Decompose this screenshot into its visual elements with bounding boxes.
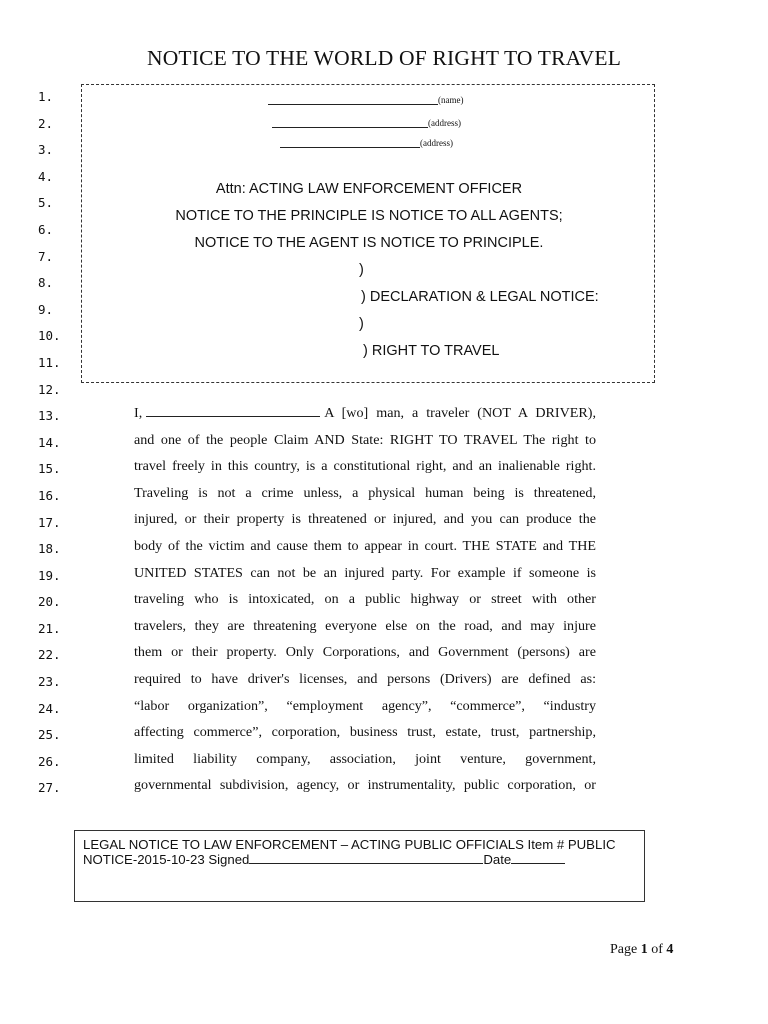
line-number: 12. <box>38 381 61 397</box>
name-field[interactable] <box>268 95 463 105</box>
page-prefix: Page <box>610 942 641 957</box>
line-number: 20. <box>38 594 61 610</box>
body-line: and one of the people Claim AND State: RIGHT TO TRAVEL The right to <box>134 431 596 448</box>
paren-line-3: ) <box>359 316 364 332</box>
body-first-start: I, <box>134 405 143 421</box>
body-line: required to have driver's licenses, and persons (Drivers) are defined as: <box>134 670 596 687</box>
line-number: 4. <box>38 168 54 184</box>
line-number: 23. <box>38 674 61 690</box>
footer-line-1: LEGAL NOTICE TO LAW ENFORCEMENT – ACTING PUBLIC OFFICIALS Item # PUBLIC <box>83 837 616 852</box>
line-number: 6. <box>38 221 54 237</box>
body-line: limited liability company, association, joint venture, government, <box>134 750 596 767</box>
address-field-2[interactable] <box>280 138 453 148</box>
line-number: 3. <box>38 142 54 158</box>
body-line: UNITED STATES can not be an injured party. For example if someone is <box>134 564 596 581</box>
line-number: 1. <box>38 89 54 104</box>
body-text <box>134 403 596 802</box>
body-line: injured, or their property is threatened or injured, and you can produce the <box>134 511 596 528</box>
line-number: 2. <box>38 115 54 131</box>
body-line: body of the victim and cause them to appear in court. THE STATE and THE <box>134 537 596 554</box>
page-current: 1 <box>640 942 648 957</box>
line-number: 10. <box>38 328 61 344</box>
line-number: 17. <box>38 514 61 530</box>
body-first-end: A [wo] man, a traveler (NOT A DRIVER), <box>324 405 596 421</box>
traveler-name-blank[interactable] <box>146 404 320 417</box>
document-title: NOTICE TO THE WORLD OF RIGHT TO TRAVEL <box>146 46 622 70</box>
name-label: (name) <box>438 95 464 105</box>
date-blank[interactable] <box>511 852 565 864</box>
caption-box <box>81 84 655 383</box>
address-blank-1[interactable] <box>272 118 428 128</box>
body-line: travelers, they are threatening everyone else on the road, and may injure <box>134 617 596 634</box>
name-blank[interactable] <box>268 95 438 105</box>
line-numbers <box>38 88 72 806</box>
footer-signed-label: NOTICE-2015-10-23 Signed <box>83 852 250 867</box>
signature-blank[interactable] <box>249 852 483 864</box>
line-number: 8. <box>38 275 54 291</box>
body-line: traveling who is intoxicated, on a public highway or street with other <box>134 591 596 608</box>
line-number: 11. <box>38 354 61 370</box>
page-total: 4 <box>666 942 674 957</box>
paren-line-1: ) <box>359 262 364 278</box>
body-line: travel freely in this country, is a constitutional right, and an inalienable right. <box>134 458 596 475</box>
body-lines <box>134 430 596 802</box>
body-line: Traveling is not a crime unless, a physical human being is threatened, <box>134 484 596 501</box>
body-line: “labor organization”, “employment agency”, “commerce”, “industry <box>134 697 596 714</box>
line-number: 5. <box>38 195 54 211</box>
line-number: 16. <box>38 487 61 503</box>
line-number: 27. <box>38 780 61 796</box>
body-line: governmental subdivision, agency, or instrumentality, public corporation, or <box>134 777 596 794</box>
line-number: 24. <box>38 700 61 716</box>
address-label-2: (address) <box>420 138 453 148</box>
attn-line: Attn: ACTING LAW ENFORCEMENT OFFICER <box>215 181 523 197</box>
line-number: 21. <box>38 620 61 636</box>
body-line-first <box>134 403 596 430</box>
address-label-1: (address) <box>428 118 461 128</box>
right-to-travel-line: ) RIGHT TO TRAVEL <box>363 343 500 359</box>
agent-line: NOTICE TO THE AGENT IS NOTICE TO PRINCIPLE. <box>194 235 544 251</box>
line-number: 25. <box>38 727 61 743</box>
address-field-1[interactable] <box>272 118 461 128</box>
legal-notice-footer <box>74 830 645 902</box>
line-number: 7. <box>38 248 54 264</box>
line-number: 9. <box>38 301 54 317</box>
line-number: 13. <box>38 408 61 424</box>
line-number: 18. <box>38 541 61 557</box>
line-number: 15. <box>38 461 61 477</box>
line-number: 26. <box>38 753 61 769</box>
page-of: of <box>647 942 667 957</box>
line-number: 14. <box>38 434 61 450</box>
principle-line: NOTICE TO THE PRINCIPLE IS NOTICE TO ALL AGENTS; <box>175 208 563 224</box>
line-number: 19. <box>38 567 61 583</box>
footer-date-label: Date <box>483 852 512 867</box>
footer-line-2 <box>83 852 636 867</box>
line-number: 22. <box>38 647 61 663</box>
body-line: affecting commerce”, corporation, business trust, estate, trust, partnership, <box>134 724 596 741</box>
address-blank-2[interactable] <box>280 138 420 148</box>
body-line: them or their property. Only Corporations, and Government (persons) are <box>134 644 596 661</box>
page-number <box>610 942 673 958</box>
declaration-line: ) DECLARATION & LEGAL NOTICE: <box>361 289 599 305</box>
